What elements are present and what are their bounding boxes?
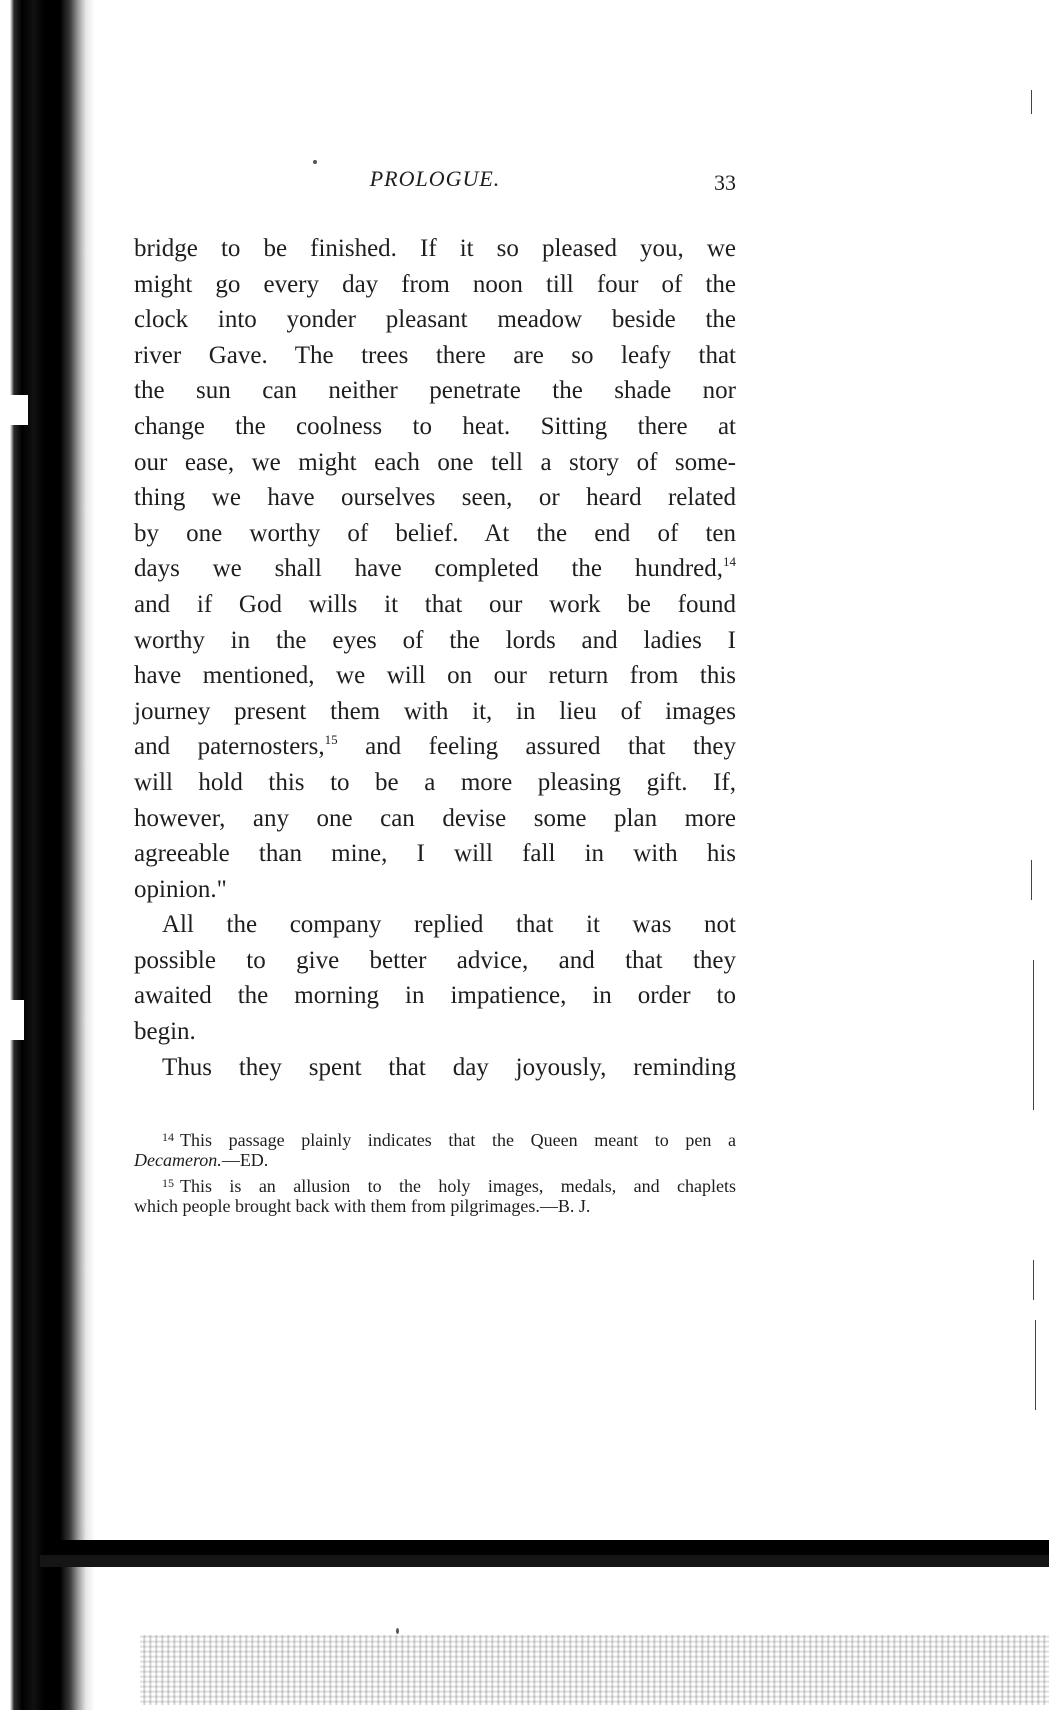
text-line: awaited the morning in impatience, in order to bbox=[134, 982, 736, 1010]
text-line: opinion." bbox=[134, 875, 227, 903]
text-line-tail: and feeling assured that they bbox=[337, 733, 736, 761]
text-line-content: days we shall have completed the hundred, bbox=[134, 555, 723, 583]
margin-mark-3 bbox=[1033, 960, 1034, 1110]
running-head: PROLOGUE. bbox=[369, 166, 501, 191]
text-line: change the coolness to heat. Sitting there at bbox=[134, 412, 736, 440]
text-line: bridge to be finished. If it so pleased you, we bbox=[134, 235, 736, 262]
footnote-number: 15 bbox=[162, 1176, 174, 1190]
binding-gap-1 bbox=[0, 395, 28, 425]
text-line: worthy in the eyes of the lords and ladies I bbox=[134, 626, 736, 654]
text-line: the sun can neither penetrate the shade nor bbox=[134, 377, 736, 405]
text-line: our ease, we might each one tell a story of some- bbox=[134, 448, 736, 476]
text-line: thing we have ourselves seen, or heard related bbox=[134, 484, 736, 512]
binding-gap-2 bbox=[0, 1000, 24, 1040]
margin-mark-2 bbox=[1031, 860, 1032, 900]
text-line-with-footnote-ref bbox=[134, 551, 736, 587]
footnotes bbox=[134, 1126, 736, 1218]
margin-mark-5 bbox=[1035, 1320, 1036, 1410]
text-line: possible to give better advice, and that they bbox=[134, 946, 736, 974]
page-header bbox=[134, 166, 736, 206]
page-number: 33 bbox=[714, 170, 736, 195]
footnote-attribution: —ED. bbox=[221, 1150, 269, 1170]
text-line: Thus they spent that day joyously, reminding bbox=[162, 1053, 736, 1081]
text-line: begin. bbox=[134, 1018, 196, 1046]
scan-bottom-speckle bbox=[140, 1635, 1049, 1705]
footnote-15-line-2: which people brought back with them from pilgrimages.—B. J. bbox=[134, 1196, 591, 1216]
text-line: will hold this to be a more pleasing gift. If, bbox=[134, 768, 736, 796]
text-line: have mentioned, we will on our return from this bbox=[134, 662, 736, 690]
footnote-14-line-2 bbox=[134, 1149, 736, 1172]
footnote-italic-title: Decameron. bbox=[134, 1150, 222, 1170]
text-line: might go every day from noon till four of the bbox=[134, 270, 736, 298]
footnote-text: This is an allusion to the holy images, medals, and chaplets bbox=[180, 1176, 736, 1196]
text-line-content: and paternosters, bbox=[134, 733, 325, 761]
margin-mark-1 bbox=[1031, 90, 1032, 114]
footnote-15-line-1 bbox=[134, 1172, 736, 1195]
margin-mark-4 bbox=[1033, 1260, 1034, 1300]
scan-dot-1 bbox=[313, 160, 317, 164]
scan-dot-2 bbox=[396, 1628, 399, 1634]
footnote-ref-15: 15 bbox=[324, 732, 338, 748]
text-line: by one worthy of belief. At the end of ten bbox=[134, 519, 736, 547]
footnote-text: This passage plainly indicates that the Queen meant to pen a bbox=[180, 1130, 736, 1150]
text-line: and if God wills it that our work be found bbox=[134, 590, 736, 618]
body-text bbox=[134, 231, 736, 1085]
footnote-number: 14 bbox=[162, 1130, 174, 1144]
text-line: journey present them with it, in lieu of images bbox=[134, 697, 736, 725]
text-line: river Gave. The trees there are so leafy that bbox=[134, 341, 736, 369]
text-line: however, any one can devise some plan more bbox=[134, 804, 736, 832]
footnote-14-line-1 bbox=[134, 1126, 736, 1149]
text-line-with-footnote-ref bbox=[134, 729, 736, 765]
text-line: agreeable than mine, I will fall in with his bbox=[134, 840, 736, 868]
text-line: All the company replied that it was not bbox=[162, 911, 736, 939]
scan-bottom-band-lower bbox=[40, 1555, 1049, 1567]
footnote-ref-14: 14 bbox=[723, 554, 736, 570]
binding-shadow bbox=[0, 0, 95, 1710]
text-line: clock into yonder pleasant meadow beside the bbox=[134, 306, 736, 334]
